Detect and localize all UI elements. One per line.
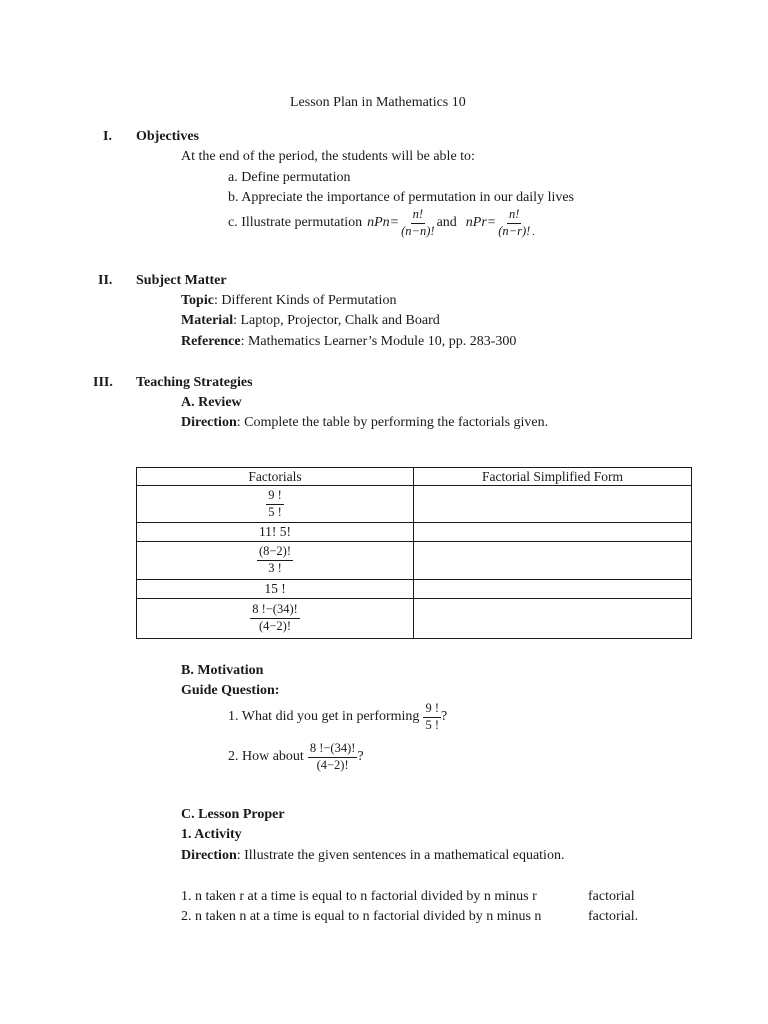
reference-label: Reference bbox=[181, 334, 241, 349]
table-row bbox=[137, 486, 692, 523]
reference-line bbox=[181, 334, 516, 350]
question-2-text: 2. How about bbox=[228, 749, 304, 765]
table-cell-answer[interactable] bbox=[414, 599, 692, 639]
question-1-numerator: 9 ! bbox=[423, 702, 441, 718]
section-2-numeral: II. bbox=[98, 273, 113, 288]
material-label: Material bbox=[181, 313, 234, 328]
sentence-1-tail: factorial bbox=[588, 889, 635, 904]
section-3-numeral: III. bbox=[93, 375, 113, 390]
sentence-1: 1. n taken r at a time is equal to n factorial divided by n minus r bbox=[181, 889, 537, 904]
guide-question-1 bbox=[228, 702, 447, 733]
table-cell-factorial bbox=[137, 599, 414, 639]
fraction-numerator: (8−2)! bbox=[257, 545, 293, 561]
formula-trail: . bbox=[532, 225, 536, 238]
topic-line bbox=[181, 293, 396, 309]
factorial-fraction bbox=[266, 489, 284, 520]
objective-b: b. Appreciate the importance of permutation in our daily lives bbox=[228, 190, 575, 205]
formula-npr-denominator: (n−r)! bbox=[498, 223, 531, 238]
factorial-fraction bbox=[250, 603, 300, 634]
question-2-denominator: (4−2)! bbox=[316, 757, 349, 772]
objective-c-label: c. Illustrate permutation bbox=[228, 215, 363, 231]
fraction-denominator: 3 ! bbox=[268, 561, 282, 575]
formula-npr-fraction bbox=[496, 208, 532, 239]
formula-connector: and bbox=[436, 215, 457, 231]
section-1-numeral: I. bbox=[103, 129, 112, 144]
formula-npr-numerator: n! bbox=[507, 208, 521, 224]
review-direction-label: Direction bbox=[181, 415, 237, 430]
question-1-fraction bbox=[423, 702, 441, 733]
review-heading: A. Review bbox=[181, 395, 242, 410]
question-1-denominator: 5 ! bbox=[425, 717, 439, 732]
table-cell-factorial bbox=[137, 486, 414, 523]
table-header-simplified: Factorial Simplified Form bbox=[414, 468, 692, 486]
activity-heading: 1. Activity bbox=[181, 827, 242, 842]
question-1-end: ? bbox=[440, 709, 448, 725]
topic-label: Topic bbox=[181, 293, 214, 308]
table-cell-answer[interactable] bbox=[414, 542, 692, 580]
topic-value: : Different Kinds of Permutation bbox=[213, 293, 397, 308]
fraction-numerator: 9 ! bbox=[266, 489, 284, 505]
review-direction-value: : Complete the table by performing the factorials given. bbox=[236, 415, 549, 430]
page-title: Lesson Plan in Mathematics 10 bbox=[290, 95, 466, 110]
question-2-numerator: 8 !−(34)! bbox=[308, 742, 358, 758]
fraction-denominator: (4−2)! bbox=[258, 619, 292, 633]
section-3-heading: Teaching Strategies bbox=[136, 375, 253, 390]
formula-npn-fraction bbox=[399, 208, 436, 239]
review-direction bbox=[181, 415, 548, 431]
factorial-fraction bbox=[257, 545, 293, 576]
activity-direction-value: : Illustrate the given sentences in a mathematical equation. bbox=[236, 848, 565, 863]
table-cell-factorial: 11! 5! bbox=[137, 523, 414, 542]
question-1-text: 1. What did you get in performing bbox=[228, 709, 420, 725]
sentence-2: 2. n taken n at a time is equal to n factorial divided by n minus n bbox=[181, 909, 542, 924]
activity-direction-label: Direction bbox=[181, 848, 237, 863]
table-cell-answer[interactable] bbox=[414, 580, 692, 599]
formula-npn-lhs: nPn= bbox=[367, 215, 400, 231]
sentence-2-tail: factorial. bbox=[588, 909, 639, 924]
table-header-row bbox=[137, 468, 692, 486]
table-cell-factorial: 15 ! bbox=[137, 580, 414, 599]
reference-value: : Mathematics Learner’s Module 10, pp. 283-300 bbox=[240, 334, 517, 349]
lesson-proper-heading: C. Lesson Proper bbox=[181, 807, 285, 822]
objectives-intro: At the end of the period, the students will be able to: bbox=[181, 149, 475, 164]
formula-npr-lhs: nPr= bbox=[465, 215, 497, 231]
table-cell-answer[interactable] bbox=[414, 523, 692, 542]
section-2-heading: Subject Matter bbox=[136, 273, 227, 288]
objective-c bbox=[228, 208, 535, 239]
table-cell-answer[interactable] bbox=[414, 486, 692, 523]
material-line bbox=[181, 313, 440, 329]
fraction-numerator: 8 !−(34)! bbox=[250, 603, 300, 619]
question-2-end: ? bbox=[357, 749, 364, 765]
section-1-heading: Objectives bbox=[136, 129, 199, 144]
objective-a: a. Define permutation bbox=[228, 170, 351, 185]
formula-npn-numerator: n! bbox=[411, 208, 425, 224]
table-cell-factorial bbox=[137, 542, 414, 580]
activity-direction bbox=[181, 848, 564, 864]
fraction-denominator: 5 ! bbox=[268, 504, 282, 519]
guide-question-heading: Guide Question: bbox=[181, 683, 280, 698]
motivation-heading: B. Motivation bbox=[181, 663, 264, 678]
table-row bbox=[137, 542, 692, 580]
table-row bbox=[137, 599, 692, 639]
question-2-fraction bbox=[308, 742, 358, 773]
table-header-factorials: Factorials bbox=[137, 468, 414, 486]
formula-npn-denominator: (n−n)! bbox=[401, 223, 435, 238]
factorials-table bbox=[136, 467, 692, 639]
material-value: : Laptop, Projector, Chalk and Board bbox=[233, 313, 440, 328]
guide-question-2 bbox=[228, 742, 364, 773]
table-row bbox=[137, 580, 692, 599]
table-row bbox=[137, 523, 692, 542]
